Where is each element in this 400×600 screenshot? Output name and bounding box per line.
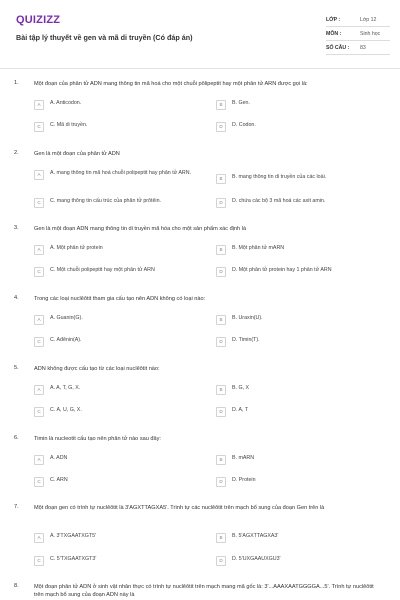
option-letter-badge: B <box>216 174 226 184</box>
question-number: 4. <box>14 295 19 301</box>
option-letter-badge: C <box>34 407 44 417</box>
question-text: Một đoạn gen có trình tự nuclêôtit là 3'AGXTTAGXA5'. Trình tự các nuclêôtit trên mạch bổ sung của đoạn Gen trên là <box>34 505 325 511</box>
option-letter-badge: C <box>34 556 44 566</box>
option-text: D. chứa các bộ 3 mã hoá các axit amin. <box>232 198 326 204</box>
option-text: D. Codon. <box>232 122 256 128</box>
subject-label: MÔN : <box>326 31 342 37</box>
option-text: C. 5'TXGAATXGT3' <box>50 556 97 562</box>
subject-value: Sinh học <box>360 31 381 37</box>
option-letter-badge: A <box>34 100 44 110</box>
grade-value: Lớp 12 <box>360 17 377 23</box>
option-letter-badge: D <box>216 407 226 417</box>
option-letter-badge: C <box>34 122 44 132</box>
option-text: B. Uraxin(U). <box>232 315 263 321</box>
question-text: Gen là một đoạn ADN mang thông tin di truyền mã hóa cho một sản phẩm xác định là <box>34 226 247 232</box>
option-letter-badge: D <box>216 337 226 347</box>
question-number: 1. <box>14 80 19 86</box>
option-text: D. A, T <box>232 407 249 413</box>
option-letter-badge: A <box>34 533 44 543</box>
option-letter-badge: B <box>216 100 226 110</box>
option-text: B. 5'AGXTTAGXA3' <box>232 533 279 539</box>
option-text: D. Protein <box>232 477 256 483</box>
question-text: Một đoạn phân tử ADN ở sinh vật nhân thực có trình tự nuclêôtit trên mạch mang mã gốc là: 3'...AAAXAATGGGGA...5'. Trình tự nuclêôtit trên mạch bổ sung của đoạn ADN này là <box>34 584 374 598</box>
option-text: B. mARN <box>232 455 255 461</box>
meta-divider <box>326 40 390 41</box>
quizizz-logo: QUIZIZZ <box>16 14 61 26</box>
option-text: A. Anticodon. <box>50 100 82 106</box>
option-text: A. 3'TXGAATXGT5' <box>50 533 97 539</box>
option-letter-badge: C <box>34 337 44 347</box>
question-text: Một đoạn của phân tử ADN mang thông tin mã hoá cho một chuỗi pôlipeptit hay một phân tử ARN được gọi là: <box>34 81 308 87</box>
question-number: 2. <box>14 150 19 156</box>
option-letter-badge: A <box>34 315 44 325</box>
option-text: C. ARN <box>50 477 68 483</box>
option-text: C. mang thông tin cấu trúc của phân tử prôtêin. <box>50 198 162 204</box>
option-text: B. mang thông tin di truyền của các loài. <box>232 174 327 180</box>
question-text: Timin là nucleotit cấu tạo nên phân tử nào sau đây: <box>34 436 161 442</box>
question-number: 6. <box>14 435 19 441</box>
option-letter-badge: D <box>216 477 226 487</box>
option-text: B. G, X <box>232 385 250 391</box>
option-text: A. A, T, G, X. <box>50 385 81 391</box>
option-letter-badge: D <box>216 198 226 208</box>
option-letter-badge: C <box>34 477 44 487</box>
option-text: D. 5'UXGAAUXGU3' <box>232 556 281 562</box>
question-number: 8. <box>14 583 19 589</box>
option-letter-badge: D <box>216 122 226 132</box>
option-letter-badge: B <box>216 533 226 543</box>
option-text: B. Một phân tử mARN <box>232 245 285 251</box>
question-text: Trong các loại nuclêôtit tham gia cấu tạo nên ADN không có loại nào: <box>34 296 206 302</box>
option-text: C. Mã di truyền. <box>50 122 88 128</box>
option-text: C. Một chuỗi polipeptit hay một phân tử ARN <box>50 267 155 273</box>
option-text: A. mang thông tin mã hoá chuỗi polipeptit hay phân tử ARN. <box>50 170 192 176</box>
option-text: A. Một phân tử protein <box>50 245 103 251</box>
option-letter-badge: B <box>216 315 226 325</box>
question-number: 5. <box>14 365 19 371</box>
worksheet-header <box>0 0 400 68</box>
meta-divider <box>326 54 390 55</box>
option-letter-badge: A <box>34 170 44 180</box>
question-count-label: SỐ CÂU : <box>326 45 350 51</box>
page-title: Bài tập lý thuyết về gen và mã di truyền (Có đáp án) <box>16 33 193 42</box>
option-text: D. Một phân tử protein hay 1 phân tử ARN <box>232 267 332 273</box>
meta-divider <box>326 26 390 27</box>
question-count-value: 83 <box>360 45 366 51</box>
header-divider <box>0 68 400 69</box>
question-text: ADN không được cấu tạo từ các loại nuclêôtit nào: <box>34 366 160 372</box>
question-number: 7. <box>14 504 19 510</box>
option-text: C. A, U, G, X. <box>50 407 82 413</box>
option-letter-badge: A <box>34 455 44 465</box>
option-text: A. Guanin(G). <box>50 315 83 321</box>
question-text: Gen là một đoạn của phân tử ADN <box>34 151 120 157</box>
option-letter-badge: A <box>34 245 44 255</box>
question-number: 3. <box>14 225 19 231</box>
option-letter-badge: C <box>34 267 44 277</box>
option-letter-badge: B <box>216 385 226 395</box>
option-letter-badge: D <box>216 556 226 566</box>
option-text: A. ADN <box>50 455 68 461</box>
option-text: D. Timin(T). <box>232 337 260 343</box>
option-text: C. Ađênin(A). <box>50 337 82 343</box>
option-letter-badge: D <box>216 267 226 277</box>
option-text: B. Gen. <box>232 100 250 106</box>
option-letter-badge: B <box>216 245 226 255</box>
option-letter-badge: A <box>34 385 44 395</box>
grade-label: LỚP : <box>326 17 341 23</box>
option-letter-badge: B <box>216 455 226 465</box>
option-letter-badge: C <box>34 198 44 208</box>
